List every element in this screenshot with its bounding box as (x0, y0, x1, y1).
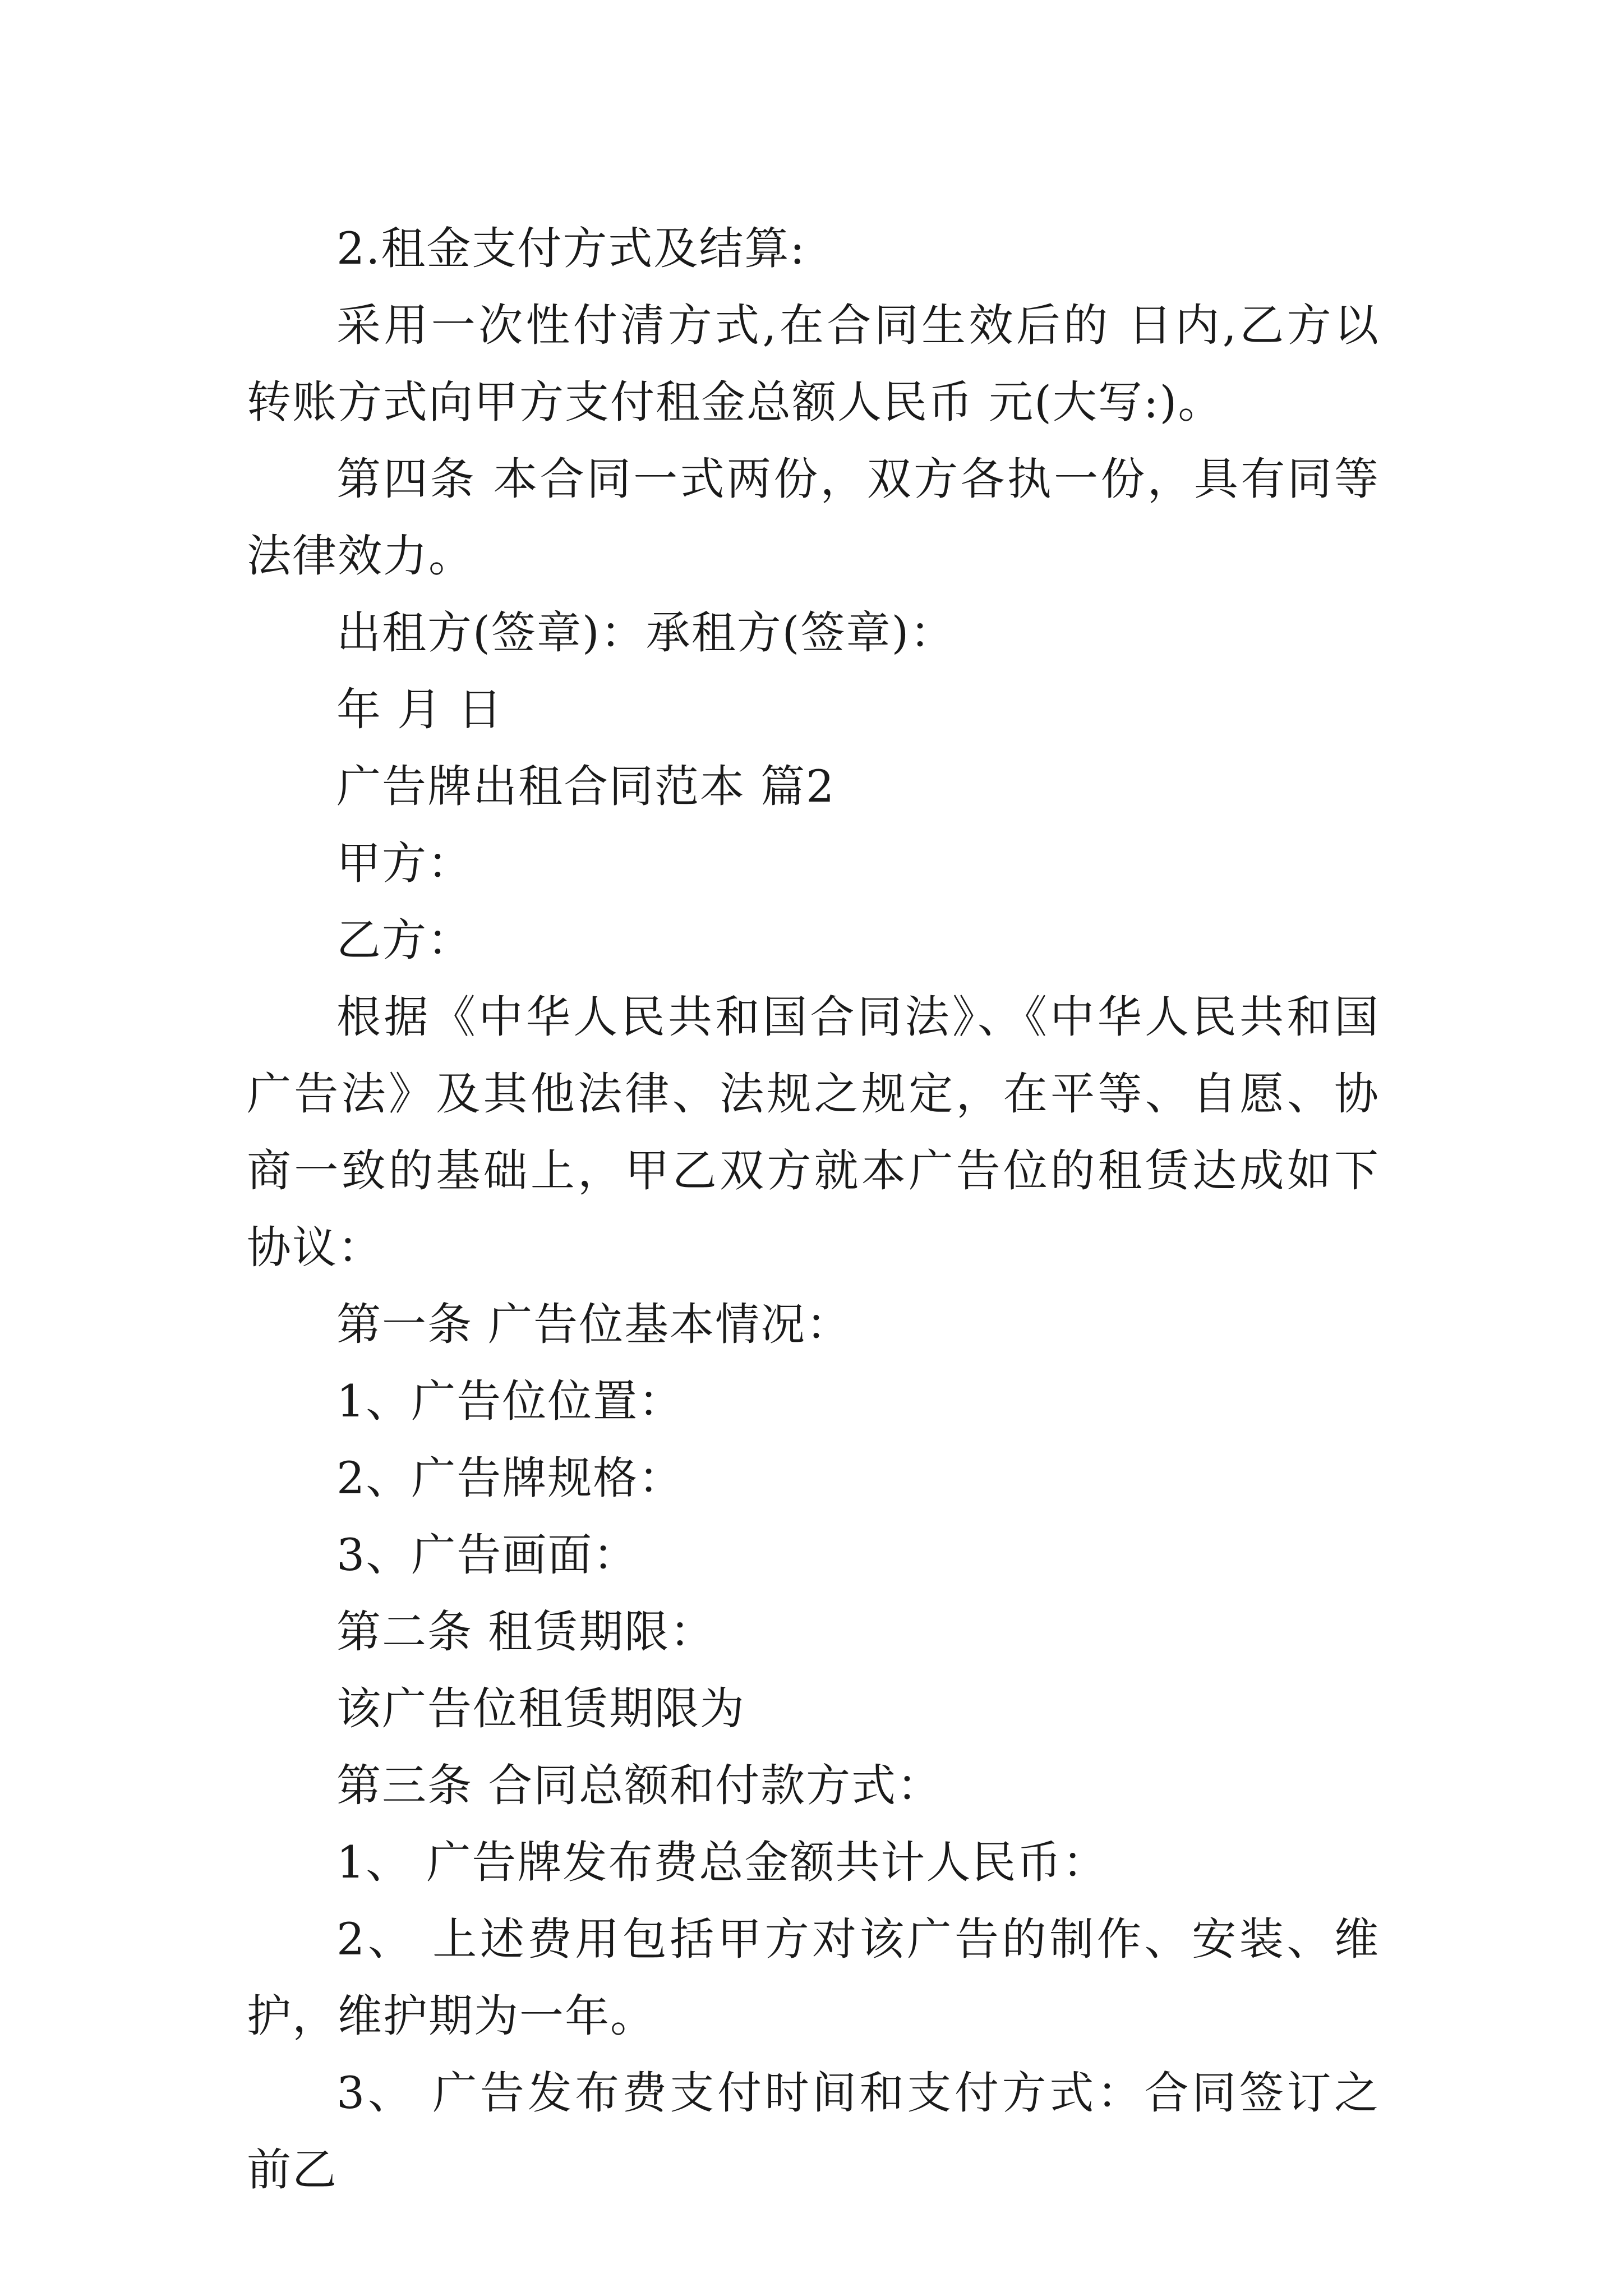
list-item-total-fee: 1、 广告牌发布费总金额共计人民币： (336, 1837, 1108, 1888)
party-b-line: 乙方： (336, 914, 473, 966)
paragraph-article-three: 第三条 合同总额和付款方式： (336, 1760, 943, 1811)
paragraph-article-two: 第二条 租赁期限： (336, 1606, 716, 1658)
list-item-fee-scope: 2、 上述费用包括甲方对该广告的制作、安装、维护，维护期为一年。 (247, 1913, 1380, 2042)
party-a-line: 甲方： (336, 838, 473, 889)
list-item-payment-terms: 3、 广告发布费支付时间和支付方式：合同签订之前乙 (247, 2067, 1380, 2196)
paragraph-lease-term: 该广告位租赁期限为 (336, 1683, 745, 1734)
paragraph-lump-sum-payment: 采用一次性付清方式,在合同生效后的 日内,乙方以转账方式向甲方支付租金总额人民币 元(大写:)。 (247, 300, 1380, 428)
paragraph-rent-payment-heading: 2.租金支付方式及结算: (336, 223, 806, 274)
paragraph-article-four: 第四条 本合同一式两份，双方各执一份，具有同等法律效力。 (247, 453, 1380, 582)
section-title-part-two: 广告牌出租合同范本 篇2 (336, 761, 836, 812)
document-body (247, 210, 1380, 2208)
list-item-specification: 2、广告牌规格： (336, 1452, 684, 1504)
list-item-artwork: 3、广告画面： (336, 1529, 639, 1581)
paragraph-signatures: 出租方(签章)：承租方(签章)： (336, 607, 956, 659)
paragraph-legal-basis: 根据《中华人民共和国合同法》、《中华人民共和国广告法》及其他法律、法规之规定，在平等、自愿、协商一致的基础上，甲乙双方就本广告位的租赁达成如下协议： (247, 991, 1380, 1273)
paragraph-date: 年 月 日 (336, 684, 504, 735)
list-item-location: 1、广告位位置： (336, 1375, 684, 1427)
paragraph-article-one: 第一条 广告位基本情况： (336, 1299, 852, 1350)
